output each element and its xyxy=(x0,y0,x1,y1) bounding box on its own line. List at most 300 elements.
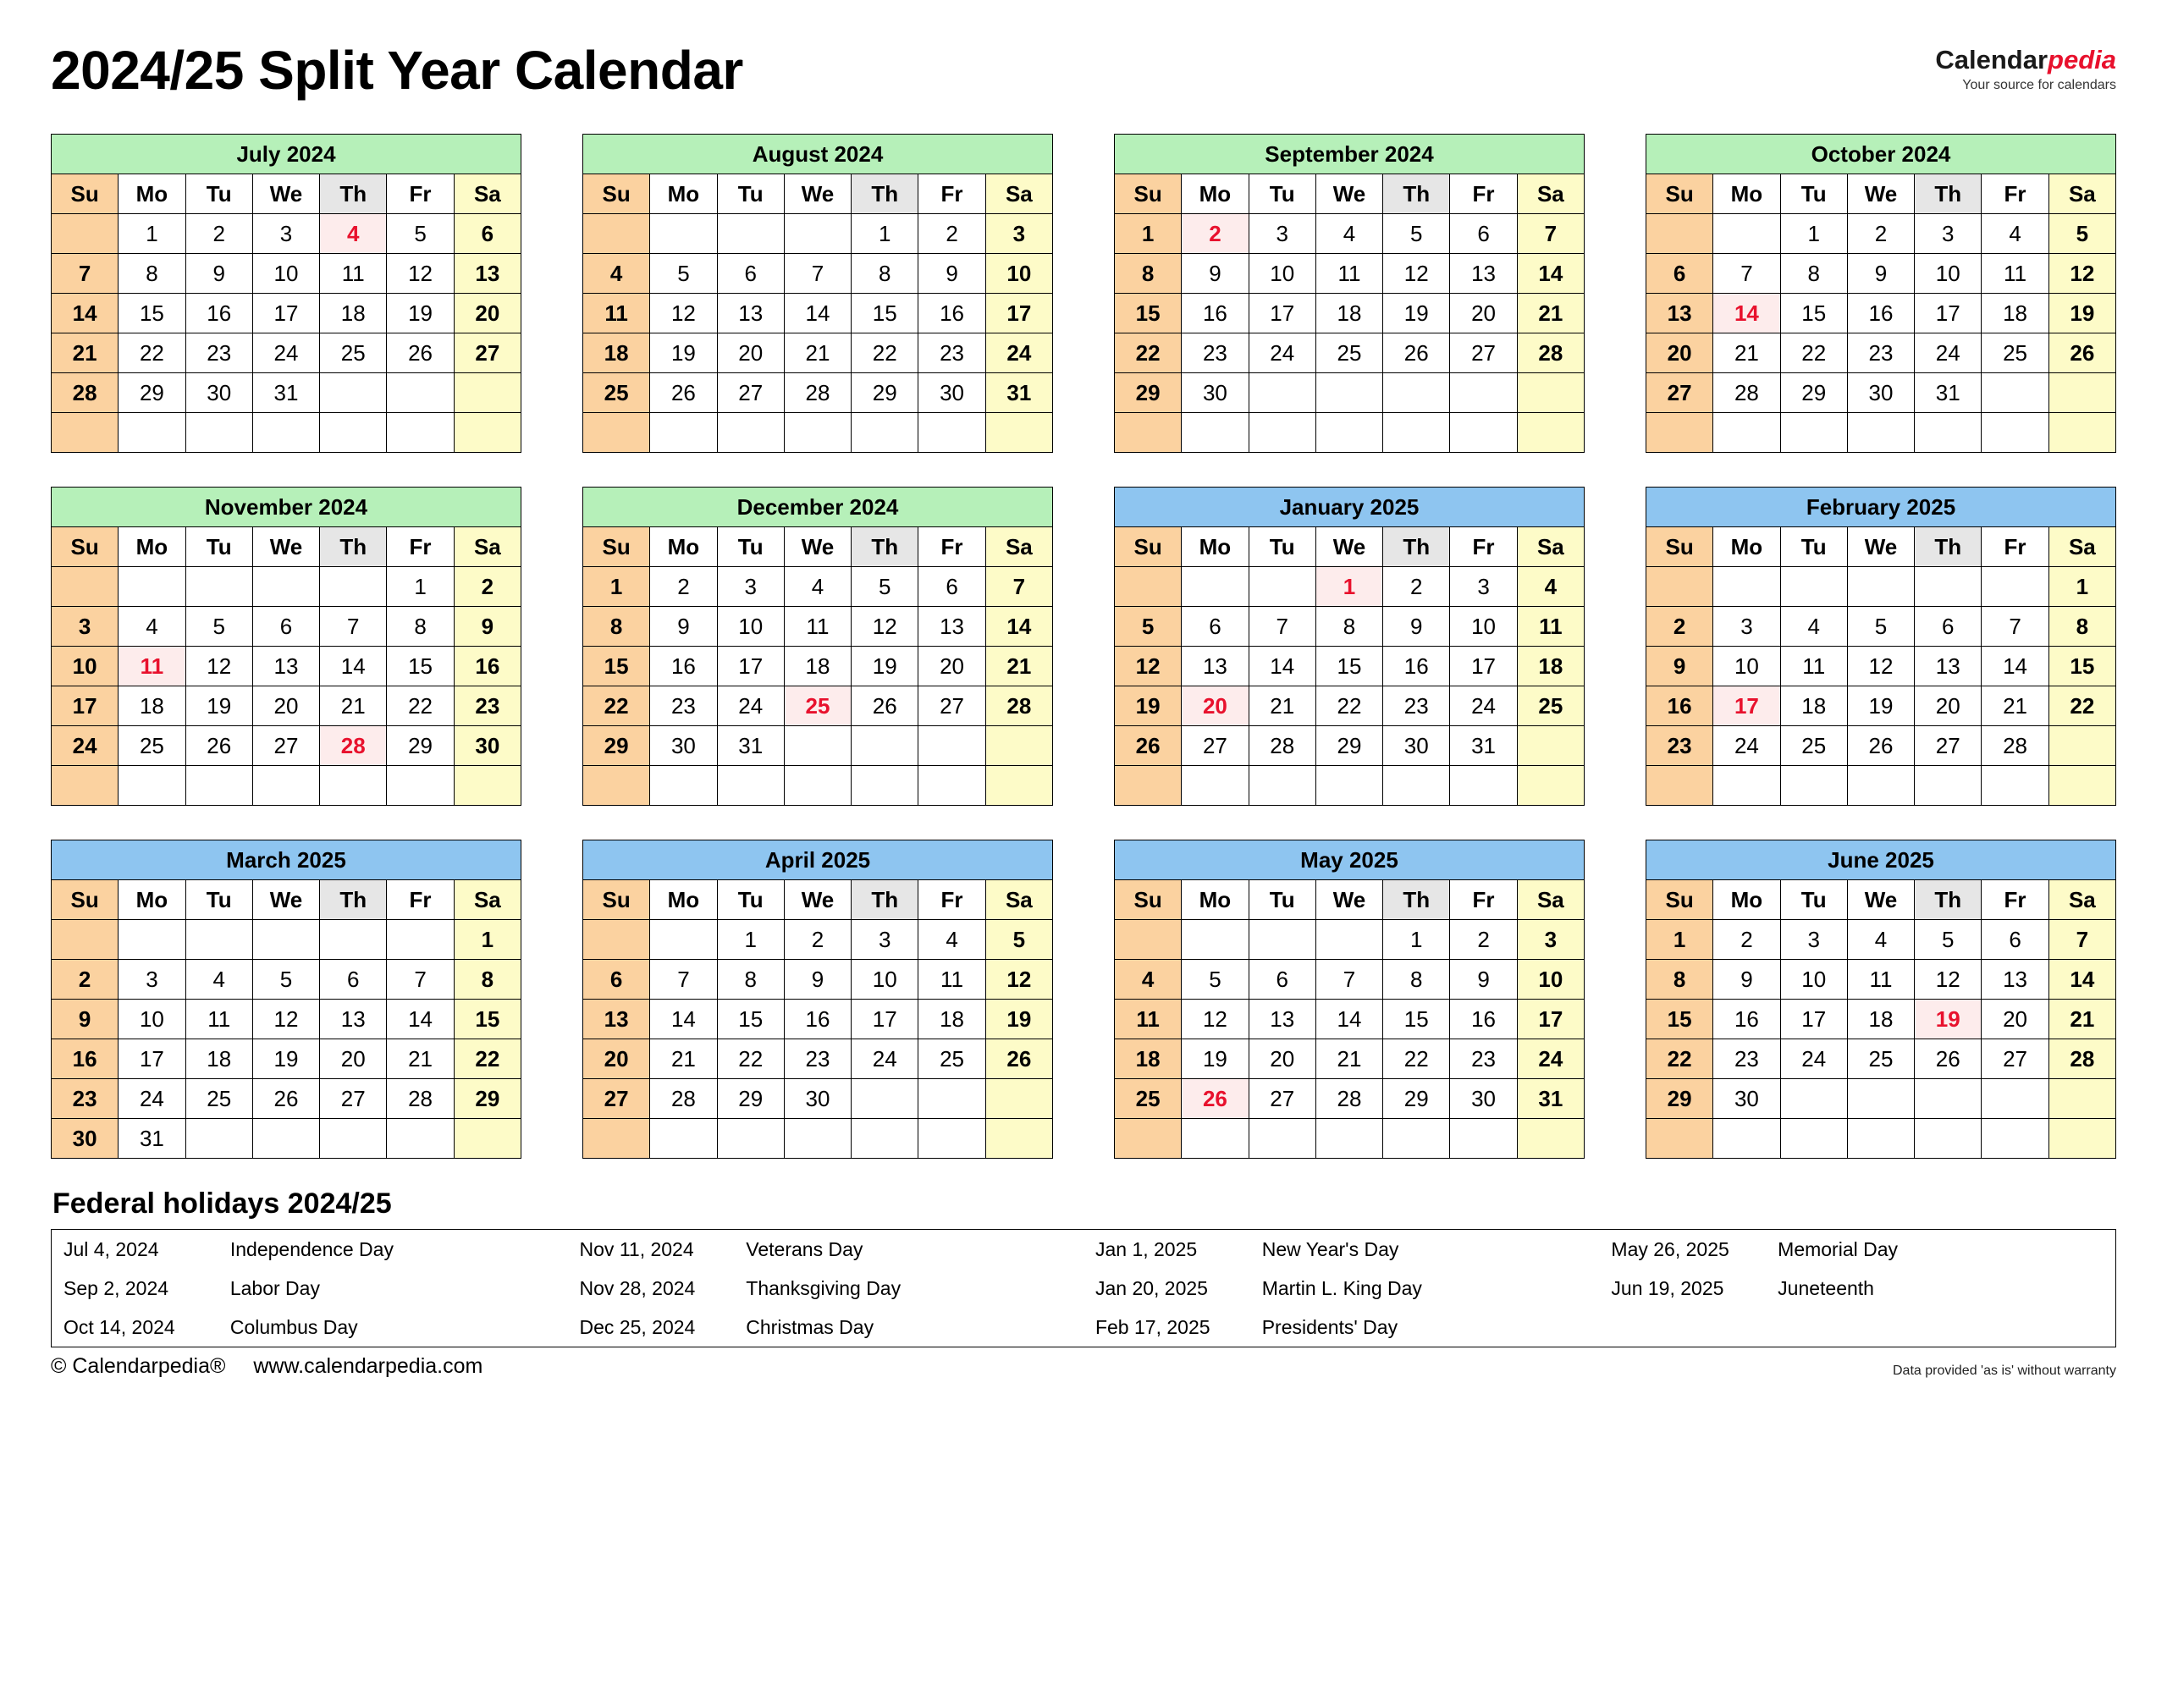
day-cell: 20 xyxy=(1249,1039,1315,1079)
day-cell: 1 xyxy=(1115,214,1182,254)
day-cell: 6 xyxy=(918,567,985,607)
day-cell: 27 xyxy=(252,726,319,766)
empty-cell xyxy=(852,1119,918,1159)
week-row xyxy=(52,1000,521,1039)
day-cell: 28 xyxy=(320,726,387,766)
week-row xyxy=(1115,686,1585,726)
holiday-date: Dec 25, 2024 xyxy=(579,1315,696,1338)
page-title: 2024/25 Split Year Calendar xyxy=(51,40,743,101)
holiday-name: Thanksgiving Day xyxy=(746,1276,902,1299)
month-calendar xyxy=(1646,840,2116,1159)
day-cell: 2 xyxy=(1182,214,1249,254)
weekday-header-th: Th xyxy=(1383,527,1450,567)
day-cell: 8 xyxy=(583,607,650,647)
day-cell: 23 xyxy=(1847,333,1914,373)
month-calendar xyxy=(1114,840,1585,1159)
week-row xyxy=(583,726,1053,766)
day-cell: 31 xyxy=(119,1119,185,1159)
day-cell: 27 xyxy=(1646,373,1713,413)
day-cell: 11 xyxy=(1315,254,1382,294)
day-cell: 23 xyxy=(1383,686,1450,726)
empty-cell xyxy=(1847,1079,1914,1119)
website-url[interactable]: www.calendarpedia.com xyxy=(253,1354,483,1378)
weekday-header-mo: Mo xyxy=(650,174,717,214)
day-cell: 30 xyxy=(1847,373,1914,413)
empty-cell xyxy=(1450,373,1517,413)
week-row xyxy=(583,766,1053,806)
empty-cell xyxy=(1115,766,1182,806)
empty-cell xyxy=(1847,413,1914,453)
empty-cell xyxy=(1315,766,1382,806)
holiday-date: Nov 28, 2024 xyxy=(579,1276,696,1299)
day-cell: 4 xyxy=(1517,567,1584,607)
empty-cell xyxy=(1249,567,1315,607)
day-cell: 17 xyxy=(52,686,119,726)
empty-cell xyxy=(252,413,319,453)
month-calendar xyxy=(582,134,1053,453)
day-cell: 11 xyxy=(1115,1000,1182,1039)
week-row xyxy=(1646,647,2116,686)
week-row xyxy=(52,214,521,254)
day-cell: 16 xyxy=(1713,1000,1780,1039)
empty-cell xyxy=(1315,373,1382,413)
holidays-table xyxy=(51,1229,2116,1347)
empty-cell xyxy=(2048,726,2115,766)
weekday-header-sa: Sa xyxy=(2048,880,2115,920)
week-row xyxy=(1115,607,1585,647)
empty-cell xyxy=(1249,1119,1315,1159)
empty-cell xyxy=(717,766,784,806)
day-cell: 22 xyxy=(1780,333,1847,373)
weekday-header-su: Su xyxy=(583,527,650,567)
empty-cell xyxy=(185,1119,252,1159)
day-cell: 15 xyxy=(387,647,454,686)
day-cell: 1 xyxy=(583,567,650,607)
holiday-date: Nov 11, 2024 xyxy=(579,1237,694,1260)
weekday-header-th: Th xyxy=(1915,880,1982,920)
day-cell: 20 xyxy=(320,1039,387,1079)
day-cell: 25 xyxy=(320,333,387,373)
empty-cell xyxy=(1182,920,1249,960)
day-cell: 29 xyxy=(1646,1079,1713,1119)
week-row xyxy=(583,1039,1053,1079)
day-cell: 5 xyxy=(185,607,252,647)
empty-cell xyxy=(918,413,985,453)
day-cell: 13 xyxy=(252,647,319,686)
empty-cell xyxy=(1915,1119,1982,1159)
empty-cell xyxy=(784,726,851,766)
day-cell: 5 xyxy=(650,254,717,294)
week-row xyxy=(583,214,1053,254)
day-cell: 5 xyxy=(1182,960,1249,1000)
empty-cell xyxy=(1847,567,1914,607)
day-cell: 10 xyxy=(252,254,319,294)
empty-cell xyxy=(1249,413,1315,453)
day-cell: 13 xyxy=(454,254,521,294)
weekday-header-we: We xyxy=(252,527,319,567)
day-cell: 12 xyxy=(650,294,717,333)
day-cell: 7 xyxy=(1315,960,1382,1000)
empty-cell xyxy=(985,413,1052,453)
empty-cell xyxy=(185,567,252,607)
week-row xyxy=(1646,1079,2116,1119)
day-cell: 14 xyxy=(985,607,1052,647)
day-cell: 30 xyxy=(1182,373,1249,413)
empty-cell xyxy=(1249,373,1315,413)
day-cell: 19 xyxy=(1383,294,1450,333)
empty-cell xyxy=(1450,1119,1517,1159)
day-cell: 3 xyxy=(52,607,119,647)
weekday-header-mo: Mo xyxy=(119,174,185,214)
day-cell: 6 xyxy=(1182,607,1249,647)
day-cell: 10 xyxy=(1915,254,1982,294)
day-cell: 26 xyxy=(387,333,454,373)
day-cell: 10 xyxy=(1517,960,1584,1000)
holiday-name: Presidents' Day xyxy=(1261,1315,1398,1338)
weekday-header-tu: Tu xyxy=(1780,527,1847,567)
empty-cell xyxy=(1182,766,1249,806)
brand-logo xyxy=(1935,46,2116,93)
month-calendar xyxy=(1646,487,2116,806)
month-calendar xyxy=(51,487,521,806)
week-row xyxy=(583,1000,1053,1039)
empty-cell xyxy=(387,920,454,960)
weekday-header-sa: Sa xyxy=(2048,174,2115,214)
holiday-name: Labor Day xyxy=(229,1276,320,1299)
day-cell: 8 xyxy=(1383,960,1450,1000)
week-row xyxy=(52,333,521,373)
week-row xyxy=(52,766,521,806)
day-cell: 24 xyxy=(119,1079,185,1119)
day-cell: 22 xyxy=(387,686,454,726)
holiday-name: Christmas Day xyxy=(746,1315,874,1338)
day-cell: 18 xyxy=(1517,647,1584,686)
month-title: December 2024 xyxy=(583,488,1053,527)
day-cell: 26 xyxy=(185,726,252,766)
day-cell: 9 xyxy=(650,607,717,647)
empty-cell xyxy=(1517,766,1584,806)
empty-cell xyxy=(1982,373,2048,413)
day-cell: 29 xyxy=(387,726,454,766)
week-row xyxy=(1646,413,2116,453)
day-cell: 9 xyxy=(1646,647,1713,686)
empty-cell xyxy=(52,413,119,453)
day-cell: 18 xyxy=(784,647,851,686)
day-cell: 25 xyxy=(1517,686,1584,726)
weekday-header-mo: Mo xyxy=(1182,527,1249,567)
day-cell: 18 xyxy=(1115,1039,1182,1079)
empty-cell xyxy=(1383,1119,1450,1159)
day-cell: 11 xyxy=(320,254,387,294)
day-cell: 2 xyxy=(1646,607,1713,647)
week-row xyxy=(583,567,1053,607)
day-cell: 3 xyxy=(985,214,1052,254)
day-cell: 9 xyxy=(1182,254,1249,294)
holiday-name: Veterans Day xyxy=(746,1237,863,1260)
day-cell: 26 xyxy=(1915,1039,1982,1079)
day-cell: 6 xyxy=(1646,254,1713,294)
day-cell: 25 xyxy=(1847,1039,1914,1079)
day-cell: 27 xyxy=(1915,726,1982,766)
holiday-row xyxy=(52,1230,2116,1270)
day-cell: 18 xyxy=(320,294,387,333)
day-cell: 29 xyxy=(583,726,650,766)
day-cell: 23 xyxy=(1182,333,1249,373)
empty-cell xyxy=(1182,413,1249,453)
day-cell: 4 xyxy=(784,567,851,607)
empty-cell xyxy=(454,373,521,413)
day-cell: 15 xyxy=(1115,294,1182,333)
day-cell: 23 xyxy=(185,333,252,373)
weekday-header-mo: Mo xyxy=(1713,880,1780,920)
day-cell: 17 xyxy=(119,1039,185,1079)
weekday-header-su: Su xyxy=(583,880,650,920)
month-block xyxy=(582,134,1053,453)
empty-cell xyxy=(918,766,985,806)
disclaimer-text: Data provided 'as is' without warranty xyxy=(1892,1364,2116,1378)
week-row xyxy=(1115,960,1585,1000)
day-cell: 13 xyxy=(1646,294,1713,333)
empty-cell xyxy=(1982,567,2048,607)
weekday-header-we: We xyxy=(252,880,319,920)
week-row xyxy=(583,686,1053,726)
day-cell: 11 xyxy=(784,607,851,647)
page-footer xyxy=(51,1354,2116,1379)
day-cell: 14 xyxy=(1713,294,1780,333)
weekday-header-we: We xyxy=(1847,174,1914,214)
week-row xyxy=(1646,1000,2116,1039)
week-row xyxy=(1115,294,1585,333)
weekday-header-tu: Tu xyxy=(185,880,252,920)
weekday-header-tu: Tu xyxy=(717,174,784,214)
day-cell: 17 xyxy=(985,294,1052,333)
week-row xyxy=(583,920,1053,960)
weekday-header-th: Th xyxy=(852,880,918,920)
day-cell: 18 xyxy=(1847,1000,1914,1039)
day-cell: 28 xyxy=(1982,726,2048,766)
holiday-date: Feb 17, 2025 xyxy=(1095,1315,1210,1338)
empty-cell xyxy=(1915,413,1982,453)
day-cell: 5 xyxy=(1915,920,1982,960)
weekday-header-we: We xyxy=(252,174,319,214)
day-cell: 3 xyxy=(1517,920,1584,960)
day-cell: 24 xyxy=(717,686,784,726)
day-cell: 8 xyxy=(1780,254,1847,294)
day-cell: 3 xyxy=(1915,214,1982,254)
holiday-name: Memorial Day xyxy=(1778,1237,1899,1260)
month-block xyxy=(51,840,521,1159)
empty-cell xyxy=(1115,1119,1182,1159)
day-cell: 14 xyxy=(52,294,119,333)
day-cell: 28 xyxy=(387,1079,454,1119)
day-cell: 18 xyxy=(1780,686,1847,726)
empty-cell xyxy=(52,567,119,607)
weekday-header-mo: Mo xyxy=(1182,880,1249,920)
day-cell: 24 xyxy=(1249,333,1315,373)
week-row xyxy=(52,413,521,453)
holiday-date: Jun 19, 2025 xyxy=(1611,1276,1724,1299)
day-cell: 28 xyxy=(1249,726,1315,766)
empty-cell xyxy=(650,413,717,453)
day-cell: 12 xyxy=(1847,647,1914,686)
empty-cell xyxy=(1780,1119,1847,1159)
weekday-header-tu: Tu xyxy=(1249,527,1315,567)
week-row xyxy=(1646,607,2116,647)
empty-cell xyxy=(717,413,784,453)
week-row xyxy=(52,373,521,413)
weekday-header-we: We xyxy=(784,880,851,920)
holiday-name: Columbus Day xyxy=(229,1315,358,1338)
day-cell: 23 xyxy=(918,333,985,373)
empty-cell xyxy=(320,920,387,960)
week-row xyxy=(1646,726,2116,766)
weekday-header-we: We xyxy=(1847,880,1914,920)
day-cell: 2 xyxy=(918,214,985,254)
day-cell: 25 xyxy=(1315,333,1382,373)
day-cell: 18 xyxy=(1982,294,2048,333)
day-cell: 13 xyxy=(918,607,985,647)
weekday-header-we: We xyxy=(784,174,851,214)
day-cell: 4 xyxy=(1982,214,2048,254)
empty-cell xyxy=(185,766,252,806)
empty-cell xyxy=(119,920,185,960)
week-row xyxy=(1646,214,2116,254)
day-cell: 17 xyxy=(1249,294,1315,333)
week-row xyxy=(52,254,521,294)
page-header xyxy=(51,34,2116,127)
empty-cell xyxy=(717,1119,784,1159)
weekday-header-tu: Tu xyxy=(1780,174,1847,214)
day-cell: 24 xyxy=(852,1039,918,1079)
day-cell: 22 xyxy=(2048,686,2115,726)
holiday-name: Independence Day xyxy=(229,1237,394,1260)
day-cell: 1 xyxy=(2048,567,2115,607)
day-cell: 6 xyxy=(1249,960,1315,1000)
day-cell: 18 xyxy=(583,333,650,373)
day-cell: 5 xyxy=(985,920,1052,960)
day-cell: 9 xyxy=(1450,960,1517,1000)
empty-cell xyxy=(1915,766,1982,806)
weekday-header-fr: Fr xyxy=(918,527,985,567)
month-calendar xyxy=(1646,134,2116,453)
day-cell: 23 xyxy=(1450,1039,1517,1079)
empty-cell xyxy=(1847,766,1914,806)
day-cell: 4 xyxy=(918,920,985,960)
empty-cell xyxy=(252,567,319,607)
empty-cell xyxy=(918,726,985,766)
day-cell: 2 xyxy=(454,567,521,607)
day-cell: 19 xyxy=(1847,686,1914,726)
day-cell: 25 xyxy=(1780,726,1847,766)
empty-cell xyxy=(985,726,1052,766)
month-calendar xyxy=(1114,487,1585,806)
brand-name-main: Calendar xyxy=(1935,45,2048,74)
day-cell: 2 xyxy=(650,567,717,607)
empty-cell xyxy=(918,1119,985,1159)
day-cell: 19 xyxy=(985,1000,1052,1039)
day-cell: 27 xyxy=(320,1079,387,1119)
empty-cell xyxy=(1646,1119,1713,1159)
day-cell: 4 xyxy=(1115,960,1182,1000)
week-row xyxy=(1646,766,2116,806)
day-cell: 7 xyxy=(1249,607,1315,647)
week-row xyxy=(1115,1039,1585,1079)
empty-cell xyxy=(320,373,387,413)
day-cell: 15 xyxy=(454,1000,521,1039)
week-row xyxy=(52,686,521,726)
month-calendar xyxy=(51,134,521,453)
day-cell: 8 xyxy=(454,960,521,1000)
day-cell: 19 xyxy=(650,333,717,373)
day-cell: 27 xyxy=(1182,726,1249,766)
day-cell: 22 xyxy=(1383,1039,1450,1079)
week-row xyxy=(1646,254,2116,294)
empty-cell xyxy=(1847,1119,1914,1159)
day-cell: 21 xyxy=(1713,333,1780,373)
day-cell: 11 xyxy=(918,960,985,1000)
day-cell: 19 xyxy=(2048,294,2115,333)
day-cell: 15 xyxy=(1315,647,1382,686)
day-cell: 19 xyxy=(852,647,918,686)
day-cell: 28 xyxy=(1517,333,1584,373)
weekday-header-th: Th xyxy=(1915,174,1982,214)
empty-cell xyxy=(1182,567,1249,607)
week-row xyxy=(583,413,1053,453)
empty-cell xyxy=(52,766,119,806)
week-row xyxy=(1115,1000,1585,1039)
weekday-header-su: Su xyxy=(52,527,119,567)
weekday-header-th: Th xyxy=(1915,527,1982,567)
day-cell: 1 xyxy=(387,567,454,607)
week-row xyxy=(52,1119,521,1159)
empty-cell xyxy=(1713,766,1780,806)
empty-cell xyxy=(852,726,918,766)
empty-cell xyxy=(1915,567,1982,607)
weekday-header-we: We xyxy=(1847,527,1914,567)
week-row xyxy=(583,647,1053,686)
day-cell: 1 xyxy=(717,920,784,960)
empty-cell xyxy=(1517,726,1584,766)
day-cell: 27 xyxy=(454,333,521,373)
day-cell: 29 xyxy=(1780,373,1847,413)
week-row xyxy=(583,333,1053,373)
day-cell: 3 xyxy=(119,960,185,1000)
day-cell: 3 xyxy=(1249,214,1315,254)
day-cell: 10 xyxy=(852,960,918,1000)
weekday-header-tu: Tu xyxy=(1780,880,1847,920)
week-row xyxy=(1646,960,2116,1000)
day-cell: 25 xyxy=(185,1079,252,1119)
day-cell: 22 xyxy=(852,333,918,373)
day-cell: 8 xyxy=(717,960,784,1000)
day-cell: 25 xyxy=(1982,333,2048,373)
week-row xyxy=(1115,726,1585,766)
day-cell: 17 xyxy=(252,294,319,333)
day-cell: 16 xyxy=(784,1000,851,1039)
weekday-header-th: Th xyxy=(852,527,918,567)
month-title: August 2024 xyxy=(583,135,1053,174)
day-cell: 4 xyxy=(119,607,185,647)
day-cell: 6 xyxy=(583,960,650,1000)
day-cell: 22 xyxy=(717,1039,784,1079)
empty-cell xyxy=(583,413,650,453)
weekday-header-su: Su xyxy=(1646,174,1713,214)
day-cell: 21 xyxy=(1315,1039,1382,1079)
empty-cell xyxy=(852,1079,918,1119)
copyright-line xyxy=(51,1354,482,1379)
weekday-header-fr: Fr xyxy=(387,174,454,214)
week-row xyxy=(583,254,1053,294)
